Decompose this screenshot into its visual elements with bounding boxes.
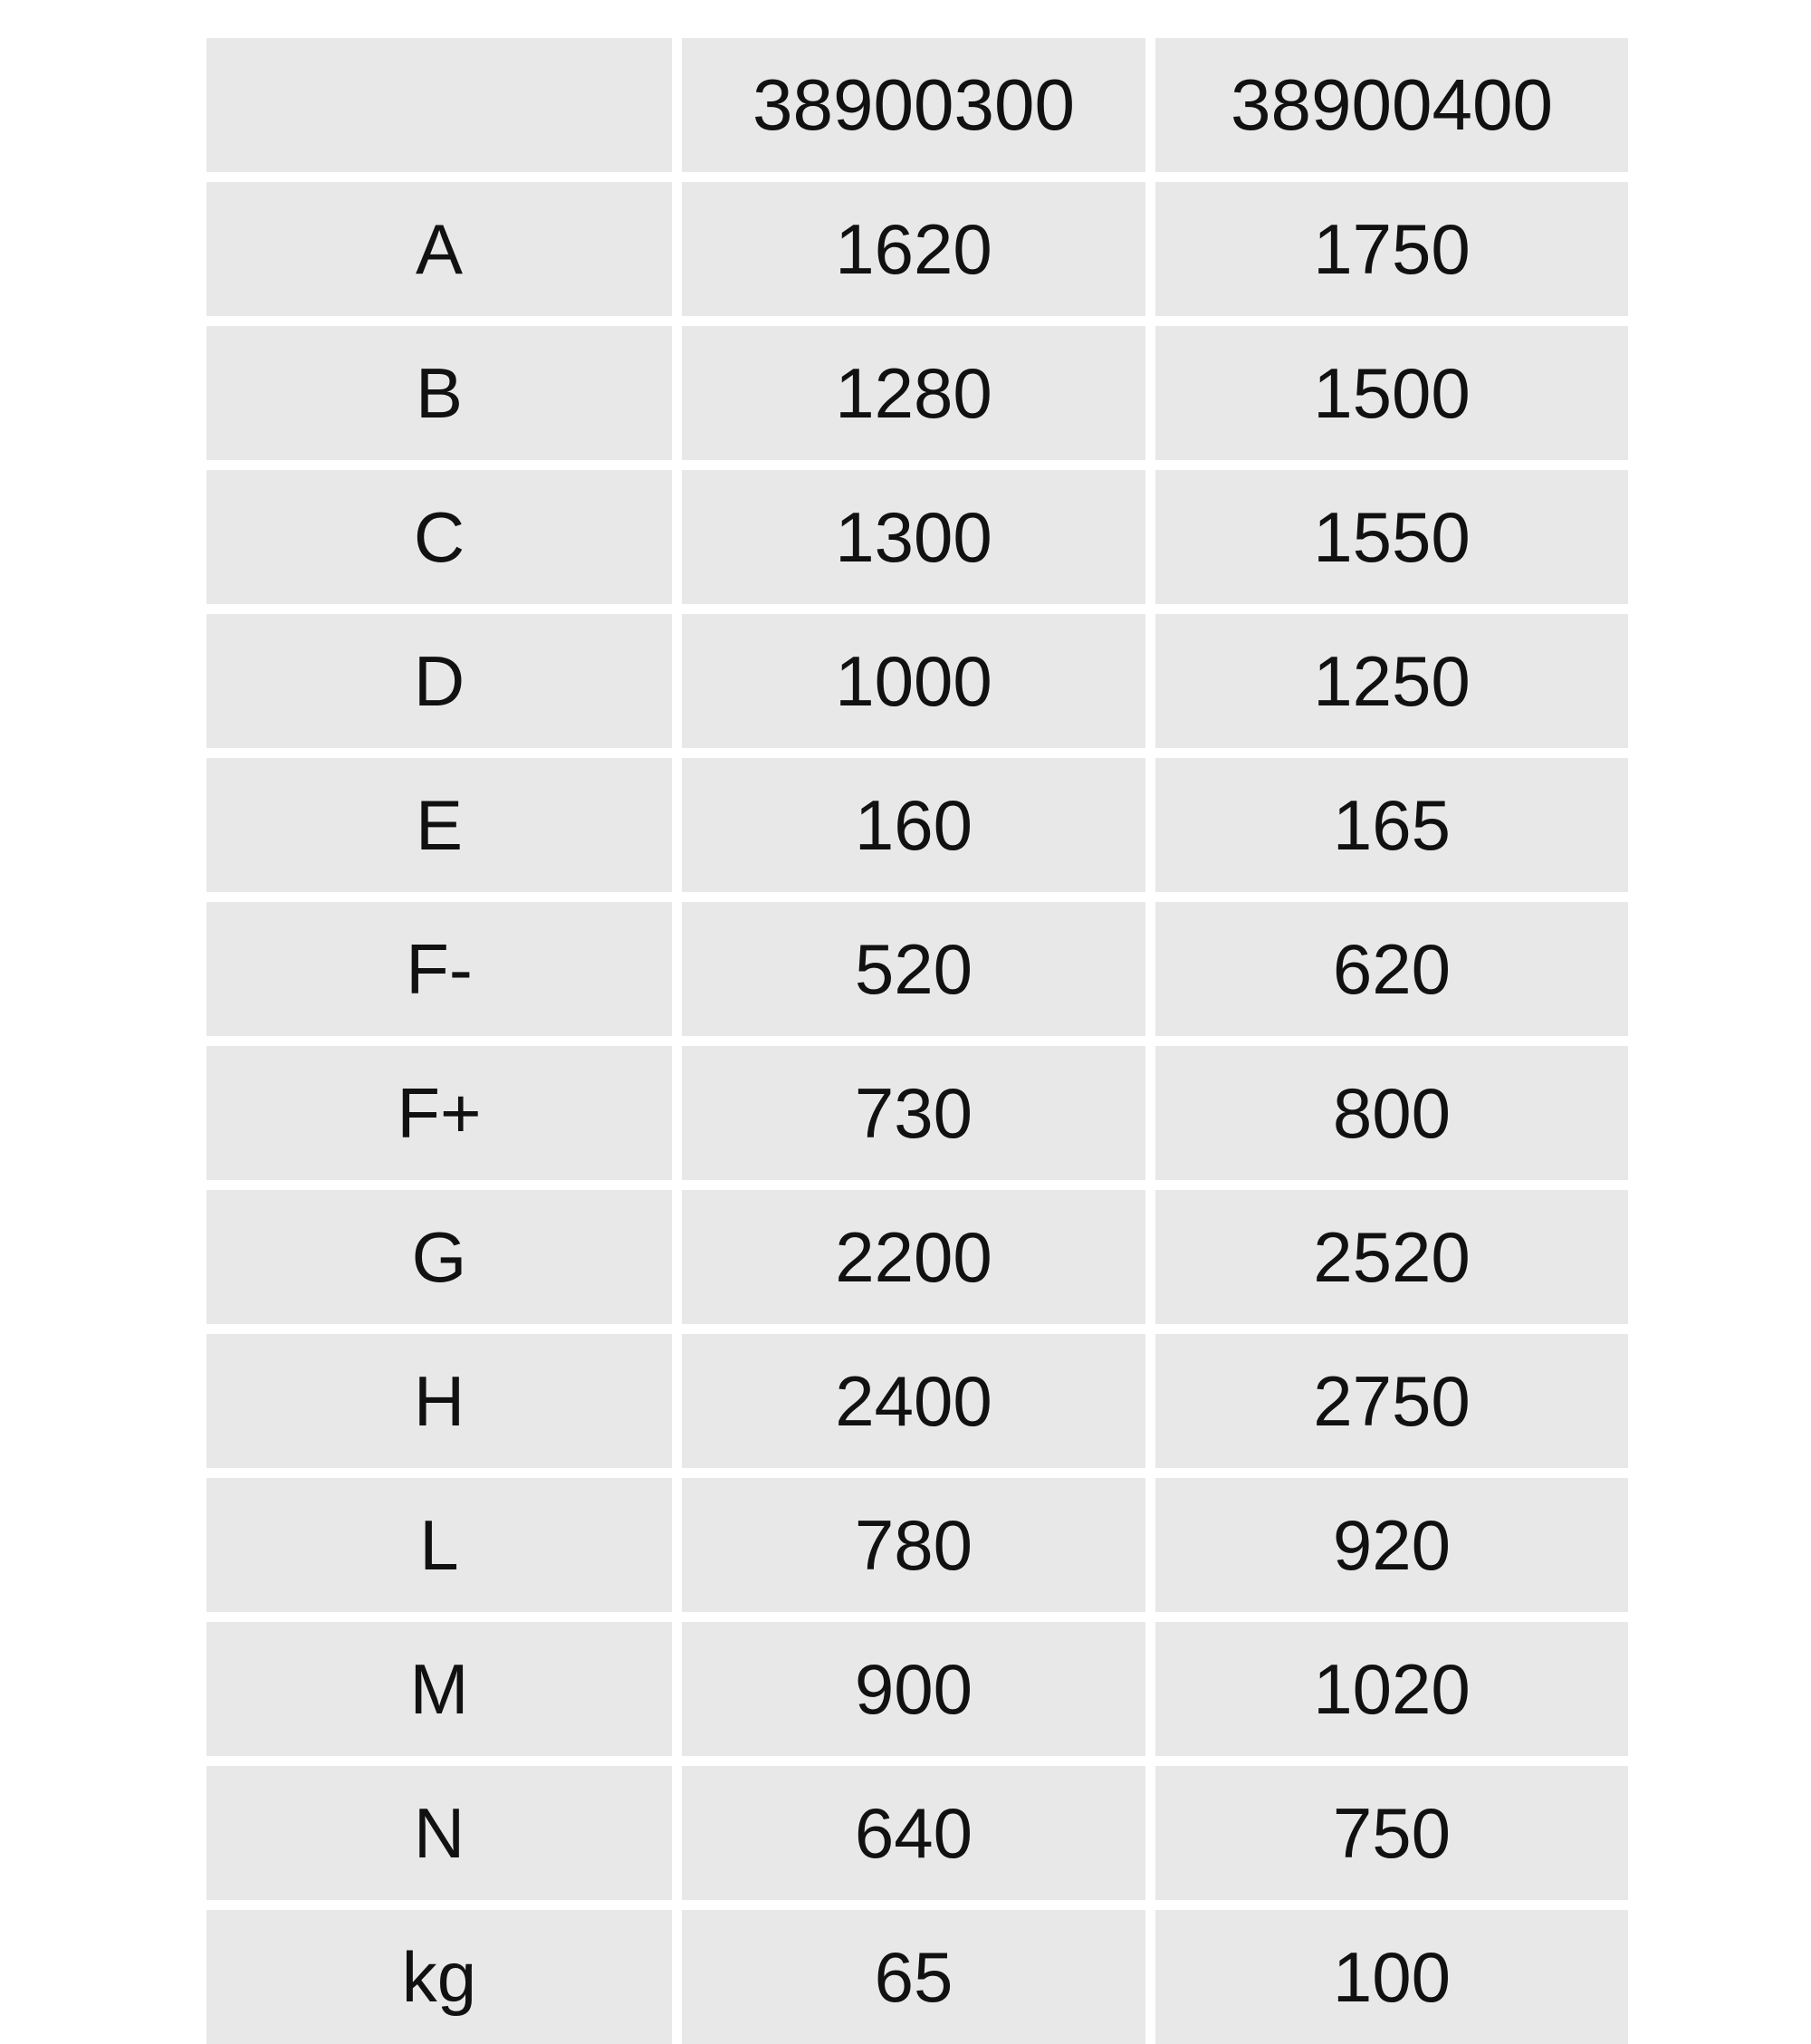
row-value-38900400: 1500 bbox=[1155, 326, 1628, 470]
row-label: A bbox=[206, 182, 682, 326]
row-label: M bbox=[206, 1622, 682, 1766]
row-value-38900300: 520 bbox=[682, 902, 1155, 1046]
row-value-38900400: 1020 bbox=[1155, 1622, 1628, 1766]
row-value-38900300: 2200 bbox=[682, 1190, 1155, 1334]
specification-table bbox=[206, 38, 1628, 2044]
table-row bbox=[206, 1190, 1628, 1334]
table-row bbox=[206, 758, 1628, 902]
table-body bbox=[206, 182, 1628, 2044]
column-header-38900400: 38900400 bbox=[1155, 38, 1628, 182]
row-value-38900400: 1750 bbox=[1155, 182, 1628, 326]
table-header bbox=[206, 38, 1628, 182]
table-row bbox=[206, 470, 1628, 614]
table-header-row bbox=[206, 38, 1628, 182]
row-value-38900300: 780 bbox=[682, 1478, 1155, 1622]
row-value-38900400: 750 bbox=[1155, 1766, 1628, 1910]
row-value-38900300: 900 bbox=[682, 1622, 1155, 1766]
table-row bbox=[206, 1910, 1628, 2044]
row-label: C bbox=[206, 470, 682, 614]
row-value-38900400: 800 bbox=[1155, 1046, 1628, 1190]
row-value-38900400: 2750 bbox=[1155, 1334, 1628, 1478]
row-label: N bbox=[206, 1766, 682, 1910]
row-label: H bbox=[206, 1334, 682, 1478]
row-value-38900400: 165 bbox=[1155, 758, 1628, 902]
row-value-38900300: 640 bbox=[682, 1766, 1155, 1910]
table-row bbox=[206, 902, 1628, 1046]
row-value-38900400: 100 bbox=[1155, 1910, 1628, 2044]
row-label: B bbox=[206, 326, 682, 470]
table-row bbox=[206, 326, 1628, 470]
row-value-38900300: 1300 bbox=[682, 470, 1155, 614]
row-value-38900400: 920 bbox=[1155, 1478, 1628, 1622]
table-row bbox=[206, 1766, 1628, 1910]
row-value-38900300: 65 bbox=[682, 1910, 1155, 2044]
row-value-38900400: 1250 bbox=[1155, 614, 1628, 758]
row-value-38900300: 160 bbox=[682, 758, 1155, 902]
table-row bbox=[206, 182, 1628, 326]
row-value-38900300: 1000 bbox=[682, 614, 1155, 758]
row-value-38900400: 1550 bbox=[1155, 470, 1628, 614]
row-value-38900300: 1620 bbox=[682, 182, 1155, 326]
table-corner-cell bbox=[206, 38, 682, 182]
row-value-38900300: 730 bbox=[682, 1046, 1155, 1190]
table-row bbox=[206, 1478, 1628, 1622]
table-row bbox=[206, 614, 1628, 758]
row-value-38900400: 2520 bbox=[1155, 1190, 1628, 1334]
table-row bbox=[206, 1622, 1628, 1766]
row-value-38900300: 1280 bbox=[682, 326, 1155, 470]
table-row bbox=[206, 1046, 1628, 1190]
row-label: F- bbox=[206, 902, 682, 1046]
row-value-38900400: 620 bbox=[1155, 902, 1628, 1046]
column-header-38900300: 38900300 bbox=[682, 38, 1155, 182]
row-label: G bbox=[206, 1190, 682, 1334]
row-label: E bbox=[206, 758, 682, 902]
row-label: L bbox=[206, 1478, 682, 1622]
row-label: kg bbox=[206, 1910, 682, 2044]
row-label: D bbox=[206, 614, 682, 758]
table-row bbox=[206, 1334, 1628, 1478]
row-value-38900300: 2400 bbox=[682, 1334, 1155, 1478]
row-label: F+ bbox=[206, 1046, 682, 1190]
